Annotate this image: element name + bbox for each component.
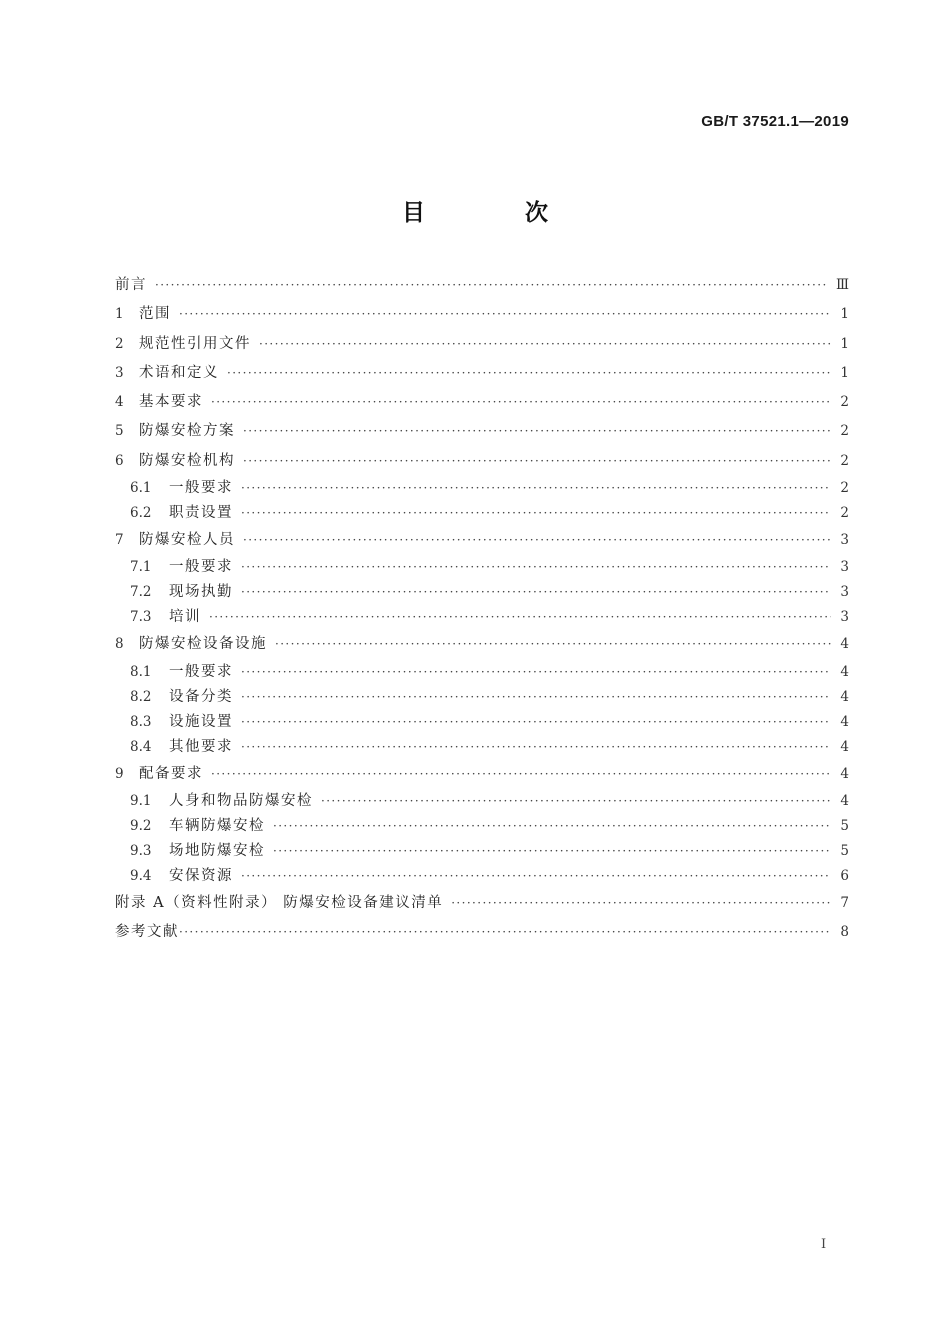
toc-entry-page: 7	[840, 894, 849, 911]
toc-entry-label: 现场执勤	[169, 584, 233, 601]
toc-entry-label: 规范性引用文件	[139, 335, 251, 352]
toc-entry-number: 6	[115, 452, 124, 469]
toc-entry-8-4[interactable]	[115, 735, 849, 760]
toc-entry-7[interactable]	[115, 526, 849, 555]
toc-entry-9-2[interactable]	[115, 814, 849, 839]
toc-entry-page: 4	[840, 663, 849, 680]
toc-entry-page: 3	[840, 559, 849, 576]
toc-entry-label: 场地防爆安检	[169, 842, 265, 859]
toc-entry-page: 4	[840, 636, 849, 653]
toc-entry-number: 7	[115, 532, 124, 549]
toc-entry-label: 一般要求	[169, 559, 233, 576]
toc-entry-number: 4	[115, 394, 124, 411]
toc-entry-label: 职责设置	[169, 505, 233, 522]
toc-entry-number: 3	[115, 364, 124, 381]
toc-entry-label: 防爆安检设备设施	[139, 636, 267, 653]
toc-entry-number: 9.1	[130, 792, 152, 809]
toc-leader-dots	[259, 330, 831, 359]
toc-entry-7-2[interactable]	[115, 580, 849, 605]
toc-entry-label: 范围	[139, 306, 171, 323]
toc-entry-6-1[interactable]	[115, 476, 849, 501]
toc-entry-page: 2	[840, 505, 849, 522]
toc-leader-dots	[211, 760, 831, 789]
toc-entry-9-3[interactable]	[115, 839, 849, 864]
toc-entry-page: 2	[840, 480, 849, 497]
toc-entry-number: 9.3	[130, 842, 152, 859]
toc-entry-page: 3	[840, 532, 849, 549]
toc-entry-label: 培训	[169, 609, 201, 626]
toc-entry-page: 5	[840, 817, 849, 834]
toc-leader-dots	[243, 417, 831, 446]
toc-entry-number: 7.3	[130, 609, 152, 626]
toc-entry-references[interactable]	[115, 918, 849, 947]
toc-entry-8-1[interactable]	[115, 660, 849, 685]
toc-entry-page: 4	[840, 738, 849, 755]
toc-entry-8[interactable]	[115, 630, 849, 659]
toc-entry-number: 7.1	[130, 559, 152, 576]
toc-entry-label: 车辆防爆安检	[169, 817, 265, 834]
toc-entry-7-3[interactable]	[115, 605, 849, 630]
toc-leader-dots	[273, 814, 831, 839]
toc-leader-dots	[241, 710, 831, 735]
toc-entry-page: 1	[840, 335, 849, 352]
toc-entry-label: 防爆安检机构	[139, 452, 235, 469]
toc-entry-label: 安保资源	[169, 867, 233, 884]
toc-entry-9-4[interactable]	[115, 864, 849, 889]
toc-entry-number: 9.2	[130, 817, 152, 834]
toc-entry-page: 4	[840, 713, 849, 730]
toc-leader-dots	[179, 918, 831, 947]
toc-entry-number: 5	[115, 423, 124, 440]
toc-entry-appendix-a[interactable]	[115, 889, 849, 918]
toc-entry-page: 2	[840, 423, 849, 440]
toc-entry-3[interactable]	[115, 359, 849, 388]
toc-leader-dots	[451, 889, 831, 918]
toc-entry-7-1[interactable]	[115, 555, 849, 580]
toc-entry-9[interactable]	[115, 760, 849, 789]
toc-entry-page: 3	[840, 609, 849, 626]
toc-leader-dots	[209, 605, 831, 630]
toc-entry-page: 5	[840, 842, 849, 859]
toc-entry-label: 一般要求	[169, 663, 233, 680]
toc-entry-label: 设施设置	[169, 713, 233, 730]
toc-leader-dots	[241, 476, 831, 501]
toc-entry-label: 防爆安检人员	[139, 532, 235, 549]
toc-leader-dots	[273, 839, 831, 864]
toc-entry-number: 8.3	[130, 713, 152, 730]
toc-entry-page: Ⅲ	[835, 277, 849, 293]
toc-entry-page: 3	[840, 584, 849, 601]
standard-number: GB/T 37521.1—2019	[701, 113, 849, 130]
toc-entry-number: 6.2	[130, 505, 152, 522]
toc-entry-page: 4	[840, 765, 849, 782]
toc-entry-foreword[interactable]	[115, 271, 849, 300]
toc-leader-dots	[241, 580, 831, 605]
toc-leader-dots	[241, 660, 831, 685]
toc-entry-number: 8.2	[130, 688, 152, 705]
toc-entry-2[interactable]	[115, 330, 849, 359]
toc-leader-dots	[179, 300, 831, 329]
toc-entry-label: 基本要求	[139, 394, 203, 411]
toc-entry-label: 人身和物品防爆安检	[169, 792, 313, 809]
toc-entry-page: 1	[840, 364, 849, 381]
toc-leader-dots	[241, 864, 831, 889]
toc-entry-page: 4	[840, 688, 849, 705]
toc-entry-label: 配备要求	[139, 765, 203, 782]
toc-leader-dots	[243, 526, 831, 555]
toc-entry-label: 前言	[115, 277, 147, 293]
toc-leader-dots	[275, 630, 831, 659]
toc-entry-8-2[interactable]	[115, 685, 849, 710]
toc-entry-label: 防爆安检方案	[139, 423, 235, 440]
toc-entry-8-3[interactable]	[115, 710, 849, 735]
toc-leader-dots	[155, 271, 828, 300]
toc-entry-6-2[interactable]	[115, 501, 849, 526]
toc-entry-number: 6.1	[130, 480, 152, 497]
toc-entry-number: 8.4	[130, 738, 152, 755]
toc-entry-label: 参考文献	[115, 924, 179, 941]
toc-entry-page: 8	[840, 924, 849, 941]
table-of-contents	[115, 271, 849, 948]
toc-leader-dots	[241, 685, 831, 710]
toc-entry-label: 附录 A（资料性附录） 防爆安检设备建议清单	[115, 894, 444, 911]
toc-leader-dots	[227, 359, 831, 388]
page-title: 目 次	[401, 200, 594, 226]
toc-entry-label: 设备分类	[169, 688, 233, 705]
toc-entry-page: 6	[840, 867, 849, 884]
toc-entry-number: 7.2	[130, 584, 152, 601]
toc-entry-page: 2	[840, 394, 849, 411]
toc-leader-dots	[241, 501, 831, 526]
toc-entry-page: 2	[840, 452, 849, 469]
toc-entry-number: 1	[115, 306, 124, 323]
toc-entry-number: 9	[115, 765, 124, 782]
toc-entry-number: 2	[115, 335, 124, 352]
toc-entry-9-1[interactable]	[115, 789, 849, 814]
toc-entry-label: 一般要求	[169, 480, 233, 497]
toc-entry-number: 9.4	[130, 867, 152, 884]
toc-entry-5[interactable]	[115, 417, 849, 446]
toc-entry-4[interactable]	[115, 388, 849, 417]
toc-entry-number: 8	[115, 636, 124, 653]
toc-entry-1[interactable]	[115, 300, 849, 329]
toc-entry-number: 8.1	[130, 663, 152, 680]
toc-entry-page: 4	[840, 792, 849, 809]
toc-entry-label: 术语和定义	[139, 364, 219, 381]
toc-leader-dots	[243, 447, 831, 476]
toc-entry-page: 1	[840, 306, 849, 323]
toc-leader-dots	[321, 789, 831, 814]
toc-leader-dots	[241, 555, 831, 580]
toc-entry-6[interactable]	[115, 447, 849, 476]
page-number: I	[821, 1237, 827, 1252]
toc-leader-dots	[211, 388, 831, 417]
toc-leader-dots	[241, 735, 831, 760]
toc-entry-label: 其他要求	[169, 738, 233, 755]
